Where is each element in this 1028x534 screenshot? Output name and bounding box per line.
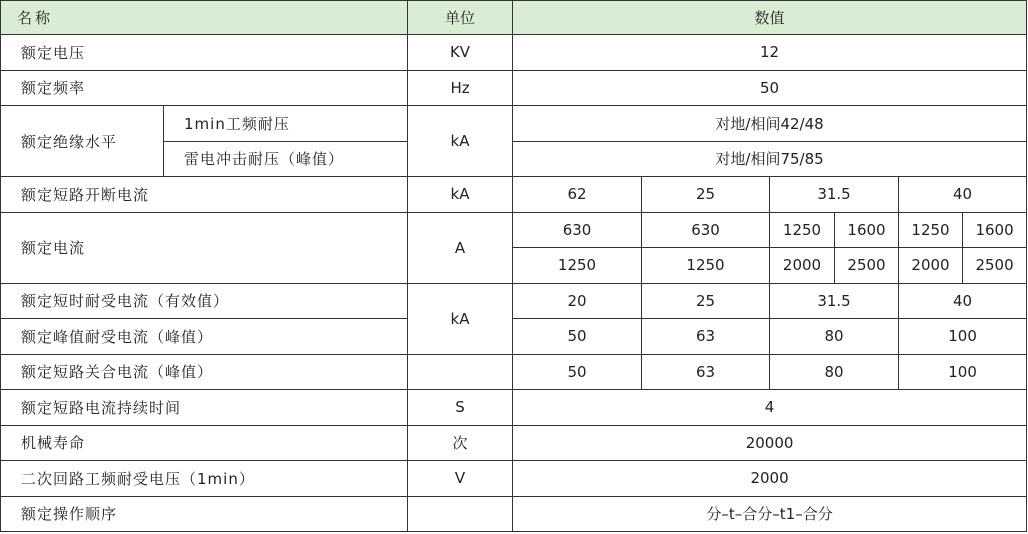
cell-value: 25 [642,283,770,319]
row-unit [408,354,513,390]
header-name: 名称 [1,1,408,35]
cell-value: 2000 [899,248,963,284]
cell-value: 630 [513,212,642,248]
row-unit [408,496,513,532]
cell-value: 80 [770,354,899,390]
row-unit: V [408,461,513,497]
table-row [1,177,1027,213]
table-row [1,425,1027,461]
row-unit: kA [408,283,513,354]
cell-value: 50 [513,319,642,355]
row-name: 额定电流 [1,212,408,283]
row-unit: A [408,212,513,283]
row-name: 额定峰值耐受电流（峰值） [1,319,408,355]
table-row [1,70,1027,106]
cell-value: 31.5 [770,177,899,213]
row-unit: S [408,390,513,426]
cell-value: 50 [513,354,642,390]
row-name: 额定短时耐受电流（有效值） [1,283,408,319]
cell-value: 40 [899,283,1027,319]
row-name: 额定电压 [1,35,408,71]
row-name: 额定短路开断电流 [1,177,408,213]
table-row [1,496,1027,532]
cell-value: 1600 [835,212,899,248]
cell-value: 100 [899,319,1027,355]
cell-value: 80 [770,319,899,355]
cell-value: 630 [642,212,770,248]
row-value: 4 [513,390,1027,426]
cell-value: 63 [642,319,770,355]
cell-value: 63 [642,354,770,390]
row-name: 额定操作顺序 [1,496,408,532]
row-unit: Hz [408,70,513,106]
cell-value: 1250 [899,212,963,248]
cell-value: 2500 [835,248,899,284]
row-value: 对地/相间42/48 [513,106,1027,142]
cell-value: 25 [642,177,770,213]
row-unit: kA [408,106,513,177]
table-row [1,212,1027,248]
cell-value: 31.5 [770,283,899,319]
row-value: 12 [513,35,1027,71]
row-name: 额定短路关合电流（峰值） [1,354,408,390]
row-value: 50 [513,70,1027,106]
row-subname: 1min工频耐压 [164,106,408,142]
cell-value: 2500 [963,248,1027,284]
table-row [1,106,1027,142]
table-row [1,354,1027,390]
row-value: 对地/相间75/85 [513,141,1027,177]
header-value: 数值 [513,1,1027,35]
row-unit: 次 [408,425,513,461]
row-value: 20000 [513,425,1027,461]
row-value: 分–t–合分–t1–合分 [513,496,1027,532]
cell-value: 1250 [642,248,770,284]
table-row [1,283,1027,319]
cell-value: 2000 [770,248,835,284]
cell-value: 1600 [963,212,1027,248]
row-subname: 雷电冲击耐压（峰值） [164,141,408,177]
header-unit: 单位 [408,1,513,35]
row-name: 机械寿命 [1,425,408,461]
cell-value: 1250 [770,212,835,248]
row-unit: KV [408,35,513,71]
table-row [1,319,1027,355]
cell-value: 62 [513,177,642,213]
row-name: 二次回路工频耐受电压（1min） [1,461,408,497]
row-value: 2000 [513,461,1027,497]
header-row [1,1,1027,35]
row-name: 额定频率 [1,70,408,106]
table-row [1,461,1027,497]
table-row [1,390,1027,426]
cell-value: 1250 [513,248,642,284]
row-name: 额定短路电流持续时间 [1,390,408,426]
cell-value: 100 [899,354,1027,390]
table-row [1,35,1027,71]
cell-value: 40 [899,177,1027,213]
row-unit: kA [408,177,513,213]
cell-value: 20 [513,283,642,319]
row-name: 额定绝缘水平 [1,106,164,177]
